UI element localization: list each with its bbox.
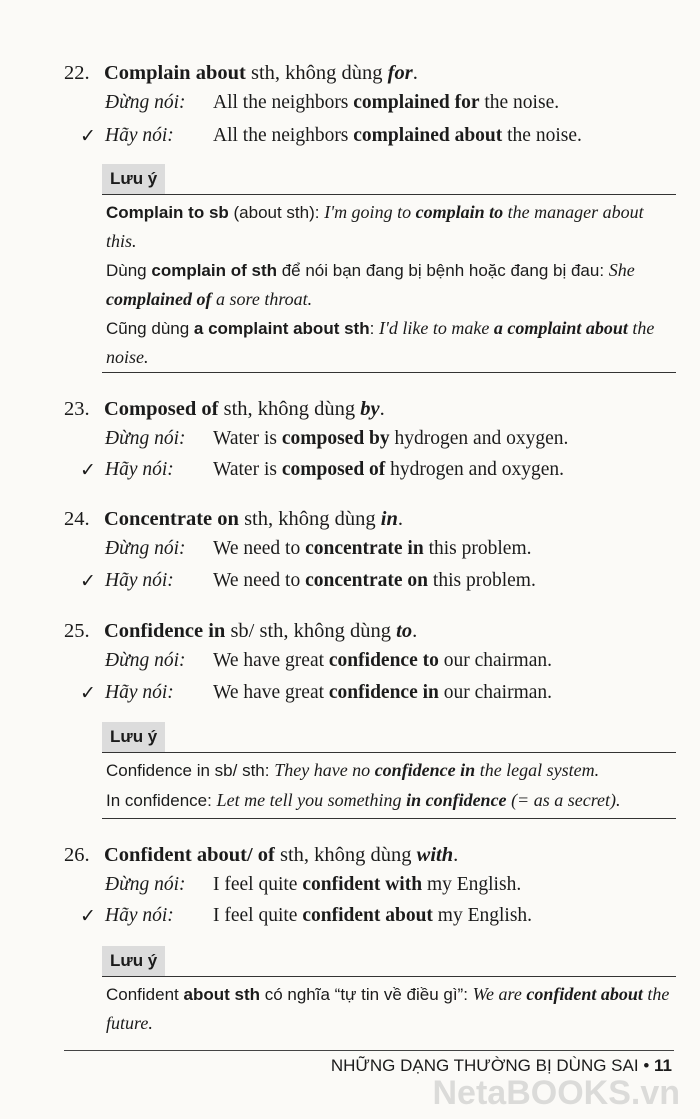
note-tag: Lưu ý xyxy=(102,946,165,976)
divider xyxy=(102,976,676,977)
entry-24-heading: 24. Concentrate on sth, không dùng in. xyxy=(64,508,403,530)
entry-22-heading: 22. Complain about sth, không dùng for. xyxy=(64,62,418,84)
entry-26-heading: 26. Confident about/ of sth, không dùng with. xyxy=(64,844,459,866)
check-icon: ✓ xyxy=(80,460,96,481)
note-tag: Lưu ý xyxy=(102,164,165,194)
check-icon: ✓ xyxy=(80,126,96,147)
entry-number: 22. xyxy=(64,62,90,84)
note-tag: Lưu ý xyxy=(102,722,165,752)
entry-23-heading: 23. Composed of sth, không dùng by. xyxy=(64,398,385,420)
running-footer: NHỮNG DẠNG THƯỜNG BỊ DÙNG SAI • 11 xyxy=(330,1056,672,1075)
entry-26-note: Lưu ý Confident about sth có nghĩa “tự tin về điều gì”: We are confident about the future. xyxy=(102,946,676,1040)
entry-25-heading: 25. Confidence in sb/ sth, không dùng to. xyxy=(64,620,418,642)
divider xyxy=(102,752,676,753)
watermark-logo: NetaBOOKS.vn xyxy=(432,1074,680,1112)
footer-title: NHỮNG DẠNG THƯỜNG BỊ DÙNG SAI xyxy=(330,1056,639,1075)
page-number: 11 xyxy=(654,1056,672,1075)
entry-25-note: Lưu ý Confidence in sb/ sth: They have no confidence in the legal system. In confidence: Let me tell you something in confidence (= as a secret). xyxy=(102,722,676,822)
divider xyxy=(102,372,676,373)
check-icon: ✓ xyxy=(80,683,96,704)
check-icon: ✓ xyxy=(80,906,96,927)
divider xyxy=(102,194,676,195)
check-icon: ✓ xyxy=(80,571,96,592)
divider xyxy=(102,818,676,819)
footer-divider xyxy=(64,1050,674,1051)
entry-22-note: Lưu ý Complain to sb (about sth): I'm going to complain to the manager about this. Dùng complain of sth để nói bạn đang bị bệnh hoặc đang bị đau: She complained of a sore throat. Cũng dùng a complaint about sth: I'd like to make a complaint about the noise. xyxy=(102,164,676,374)
